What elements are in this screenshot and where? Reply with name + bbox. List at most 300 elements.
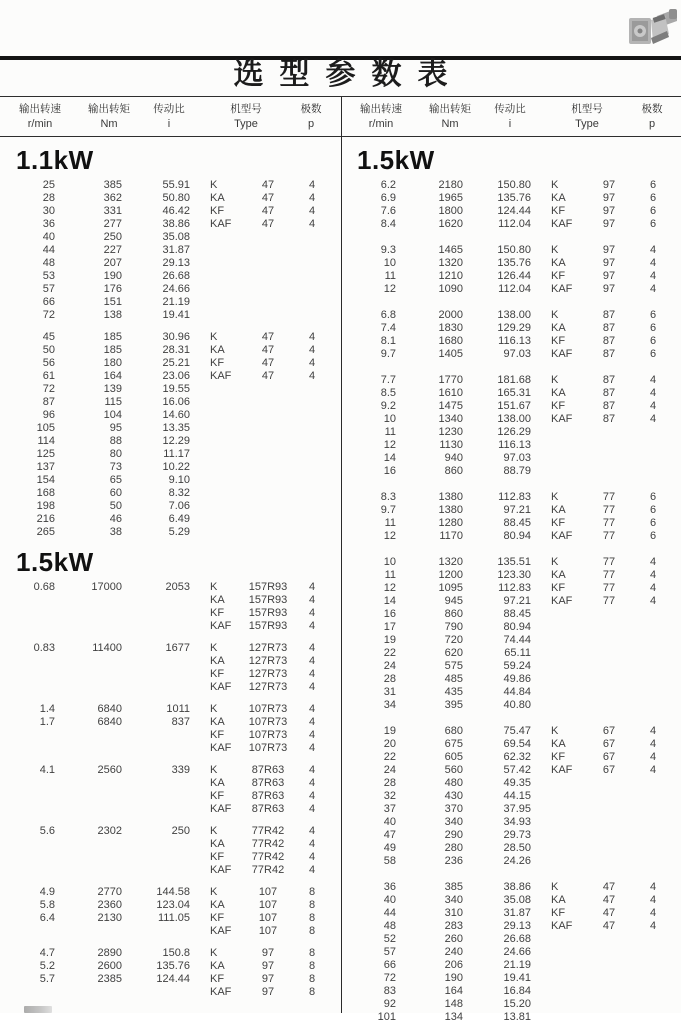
type-prefix-cell: KA [210,655,225,667]
table-row [0,270,341,283]
type-model-cell: 107R73 [248,703,288,715]
speed-cell: 17 [383,621,396,633]
table-row [341,1011,681,1024]
torque-cell: 50 [109,500,122,512]
ratio-cell [122,607,190,620]
ratio-cell: 40.80 [503,699,531,711]
torque-cell: 1090 [438,283,463,295]
ratio-cell: 31.87 [162,244,190,256]
poles-cell: 4 [649,920,657,932]
speed-cell [0,838,55,851]
column-header-unit: Type [234,118,258,130]
column-header [341,102,421,136]
type-prefix-cell: KAF [551,764,573,776]
poles-cell: 6 [649,322,657,334]
speed-cell: 216 [36,513,55,525]
ratio-cell: 150.80 [497,179,531,191]
table-row [0,947,341,960]
speed-cell: 1.4 [39,703,55,715]
torque-cell [55,851,122,864]
speed-cell: 22 [383,647,396,659]
torque-cell: 185 [103,344,122,356]
speed-cell: 40 [42,231,55,243]
speed-cell: 47 [383,829,396,841]
ratio-cell: 19.55 [162,383,190,395]
torque-cell: 310 [444,907,463,919]
type-model-cell [585,465,633,478]
type-model-cell: 107 [258,886,278,898]
torque-cell: 176 [103,283,122,295]
type-prefix-cell [551,699,585,712]
poles-cell: 4 [649,595,657,607]
type-prefix-cell: KAF [551,218,573,230]
torque-cell: 680 [444,725,463,737]
poles-cell [633,699,673,712]
type-model-cell: 77R42 [251,838,285,850]
column-header-label: 输出转速 [19,103,61,115]
speed-cell: 52 [383,933,396,945]
table-row [341,218,681,231]
poles-cell [633,855,673,868]
poles-cell [633,946,673,959]
ratio-cell: 124.44 [156,973,190,985]
speed-cell: 36 [383,881,396,893]
speed-cell [0,620,55,633]
type-prefix-cell: K [210,947,218,959]
table-row [341,179,681,192]
type-model-cell: 77 [602,569,616,581]
type-prefix-cell [551,790,585,803]
column-header [292,102,330,136]
ratio-cell: 80.94 [503,621,531,633]
poles-cell: 4 [308,370,316,382]
type-model-cell: 77 [602,582,616,594]
type-model-cell: 47 [602,881,616,893]
type-model-cell [585,959,633,972]
column-header-unit: r/min [368,118,394,130]
poles-cell: 4 [308,655,316,667]
type-prefix-cell: KA [551,257,566,269]
torque-cell: 240 [444,946,463,958]
table-row [0,594,341,607]
type-prefix-cell: K [210,581,218,593]
torque-cell: 370 [444,803,463,815]
type-model-cell [244,396,292,409]
type-prefix-cell: KA [551,322,566,334]
speed-cell: 6.8 [380,309,396,321]
torque-cell: 620 [444,647,463,659]
speed-cell: 4.1 [39,764,55,776]
type-prefix-cell [210,296,244,309]
torque-cell: 2180 [438,179,463,191]
poles-cell [633,972,673,985]
ratio-cell: 116.13 [498,335,531,347]
poles-cell: 4 [649,400,657,412]
poles-cell: 4 [308,344,316,356]
type-prefix-cell: KA [551,192,566,204]
type-model-cell [585,647,633,660]
type-prefix-cell: KAF [551,413,573,425]
ratio-cell: 129.29 [497,322,531,334]
speed-cell: 5.2 [39,960,55,972]
table-row [341,374,681,387]
poles-cell: 6 [649,504,657,516]
speed-cell: 12 [383,530,396,542]
table-row [0,474,341,487]
left-table-column [0,137,341,1013]
type-prefix-cell: KF [210,912,225,924]
torque-cell: 290 [444,829,463,841]
speed-cell: 44 [383,907,396,919]
speed-cell: 198 [36,500,55,512]
data-block [341,179,681,231]
power-section-title: 1.5kW [16,547,94,577]
type-model-cell: 87 [602,374,616,386]
speed-cell: 14 [383,452,396,464]
speed-cell: 56 [42,357,55,369]
ratio-cell: 97.03 [503,452,531,464]
speed-cell: 25 [42,179,55,191]
table-row [341,413,681,426]
ratio-cell: 34.93 [503,816,531,828]
type-prefix-cell: KA [210,344,225,356]
speed-cell: 66 [383,959,396,971]
type-prefix-cell: K [210,642,218,654]
torque-cell: 1280 [438,517,463,529]
ratio-cell [122,803,190,816]
type-model-cell: 87 [602,322,616,334]
type-model-cell [585,946,633,959]
torque-cell: 1320 [438,556,463,568]
table-row [0,205,341,218]
speed-cell: 8.3 [380,491,396,503]
torque-cell: 151 [103,296,122,308]
type-prefix-cell: K [551,309,559,321]
poles-cell: 4 [308,205,316,217]
type-prefix-cell: KF [210,790,225,802]
speed-cell: 28 [383,673,396,685]
ratio-cell: 28.50 [503,842,531,854]
torque-cell: 280 [444,842,463,854]
torque-cell [55,668,122,681]
type-model-cell: 77R42 [251,851,285,863]
torque-cell: 1130 [439,439,463,451]
type-model-cell: 107R73 [248,716,288,728]
table-row [341,348,681,361]
torque-cell: 2385 [97,973,122,985]
type-model-cell [244,422,292,435]
ratio-cell: 88.79 [503,465,531,477]
type-prefix-cell: KF [210,357,225,369]
torque-cell [55,803,122,816]
poles-cell: 4 [308,825,316,837]
ratio-cell: 250 [171,825,190,837]
type-model-cell [585,803,633,816]
type-model-cell [244,244,292,257]
ratio-cell: 29.13 [162,257,190,269]
type-model-cell [585,998,633,1011]
table-row [341,491,681,504]
type-prefix-cell [551,426,585,439]
ratio-cell: 29.73 [503,829,531,841]
type-prefix-cell: KF [551,517,566,529]
type-model-cell [585,777,633,790]
type-model-cell: 127R73 [248,681,288,693]
column-header [633,102,671,136]
speed-cell: 37 [383,803,396,815]
poles-cell: 4 [649,283,657,295]
ratio-cell: 74.44 [503,634,531,646]
type-prefix-cell: K [551,491,559,503]
ratio-cell: 116.13 [498,439,531,451]
type-prefix-cell [551,998,585,1011]
type-model-cell: 87R63 [251,764,285,776]
speed-cell: 61 [42,370,55,382]
torque-cell [55,925,122,938]
table-row [341,855,681,868]
speed-cell: 92 [383,998,396,1010]
speed-cell: 48 [42,257,55,269]
type-prefix-cell [210,513,244,526]
speed-cell: 53 [42,270,55,282]
ratio-cell [122,864,190,877]
type-prefix-cell [551,647,585,660]
speed-cell: 6.4 [39,912,55,924]
table-row [341,725,681,738]
torque-cell: 2600 [97,960,122,972]
speed-cell: 137 [36,461,55,473]
gearmotor-photo [623,4,679,52]
ratio-cell: 12.29 [162,435,190,447]
type-model-cell [244,231,292,244]
ratio-cell: 97.21 [503,595,531,607]
poles-cell [633,621,673,634]
table-row [0,448,341,461]
speed-cell: 101 [377,1011,396,1023]
table-row [341,660,681,673]
column-header [541,102,633,136]
ratio-cell [122,668,190,681]
torque-cell: 480 [444,777,463,789]
poles-cell [633,829,673,842]
table-row [341,829,681,842]
table-row [0,729,341,742]
torque-cell: 185 [103,331,122,343]
ratio-cell: 135.76 [497,192,531,204]
type-model-cell: 157R93 [248,620,288,632]
column-header-label: 输出转矩 [429,103,471,115]
torque-cell: 115 [104,396,122,408]
table-row [341,751,681,764]
type-model-cell: 127R73 [248,668,288,680]
ratio-cell: 181.68 [497,374,531,386]
speed-cell [0,790,55,803]
table-row [341,647,681,660]
ratio-cell: 35.08 [162,231,190,243]
type-prefix-cell: KA [551,569,566,581]
table-row [0,581,341,594]
poles-cell: 6 [649,309,657,321]
type-prefix-cell: K [210,764,218,776]
type-model-cell [585,621,633,634]
power-section-title: 1.5kW [357,145,435,175]
type-model-cell [244,487,292,500]
torque-cell: 6840 [97,716,122,728]
poles-cell [633,686,673,699]
torque-cell [55,864,122,877]
poles-cell [633,803,673,816]
poles-cell: 4 [649,387,657,399]
torque-cell: 190 [103,270,122,282]
torque-cell: 1230 [438,426,463,438]
right-table-column [341,137,681,1023]
type-model-cell [585,439,633,452]
torque-cell: 605 [444,751,463,763]
poles-cell [633,673,673,686]
table-row [0,396,341,409]
poles-cell [633,634,673,647]
speed-cell: 36 [42,218,55,230]
table-row [0,925,341,938]
poles-cell: 4 [308,357,316,369]
type-model-cell: 157R93 [248,594,288,606]
table-row [0,803,341,816]
poles-cell: 6 [649,218,657,230]
poles-cell [633,959,673,972]
poles-cell [633,998,673,1011]
torque-cell: 164 [103,370,122,382]
poles-cell: 4 [308,864,316,876]
table-row [341,530,681,543]
type-model-cell: 87R63 [251,803,285,815]
type-model-cell: 47 [261,370,275,382]
type-model-cell [585,985,633,998]
speed-cell: 11 [384,569,396,581]
torque-cell [55,729,122,742]
column-header-unit: r/min [27,118,53,130]
type-prefix-cell [551,660,585,673]
type-prefix-cell: K [551,881,559,893]
type-model-cell: 97 [602,205,616,217]
type-prefix-cell: KA [210,594,225,606]
ratio-cell: 30.96 [162,331,190,343]
torque-cell: 1200 [438,569,463,581]
ratio-cell: 13.81 [503,1011,531,1023]
torque-cell: 385 [444,881,463,893]
type-model-cell: 67 [602,764,616,776]
poles-cell: 4 [649,764,657,776]
speed-cell: 83 [383,985,396,997]
type-model-cell [244,435,292,448]
table-row [0,500,341,513]
type-prefix-cell: K [551,556,559,568]
ratio-cell: 13.35 [162,422,190,434]
type-model-cell: 67 [602,751,616,763]
torque-cell [55,742,122,755]
poles-cell [292,526,332,539]
torque-cell: 2360 [97,899,122,911]
data-block [0,331,341,539]
table-row [0,218,341,231]
torque-cell: 2770 [97,886,122,898]
type-prefix-cell [551,946,585,959]
table-row [341,946,681,959]
torque-cell: 190 [444,972,463,984]
ratio-cell: 6.49 [168,513,190,525]
poles-cell: 6 [649,530,657,542]
speed-cell: 14 [383,595,396,607]
speed-cell: 6.2 [380,179,396,191]
torque-cell [55,607,122,620]
type-prefix-cell: KF [551,582,566,594]
table-row [0,681,341,694]
ratio-cell: 339 [171,764,190,776]
type-model-cell: 47 [602,894,616,906]
speed-cell: 50 [42,344,55,356]
type-model-cell: 77 [602,517,616,529]
poles-cell [292,435,332,448]
type-model-cell: 97 [602,270,616,282]
type-prefix-cell: KF [551,751,566,763]
speed-cell: 72 [42,309,55,321]
type-model-cell: 107 [258,925,278,937]
type-prefix-cell [210,448,244,461]
table-row [0,383,341,396]
poles-cell: 4 [308,594,316,606]
speed-cell: 12 [383,283,396,295]
type-model-cell: 47 [602,920,616,932]
type-prefix-cell [210,257,244,270]
type-model-cell: 77R42 [251,825,285,837]
speed-cell: 10 [383,556,396,568]
ratio-cell: 24.26 [503,855,531,867]
speed-cell [0,655,55,668]
poles-cell: 4 [308,777,316,789]
speed-cell [0,851,55,864]
table-row [341,309,681,322]
type-prefix-cell: KF [210,205,225,217]
ratio-cell [122,594,190,607]
torque-cell: 1800 [438,205,463,217]
poles-cell: 4 [308,581,316,593]
poles-cell: 4 [308,668,316,680]
ratio-cell [122,925,190,938]
poles-cell: 4 [649,257,657,269]
ratio-cell [122,790,190,803]
table-row [341,894,681,907]
poles-cell: 4 [308,803,316,815]
speed-cell: 4.7 [39,947,55,959]
torque-cell: 73 [109,461,122,473]
table-row [341,556,681,569]
torque-cell: 2302 [97,825,122,837]
table-row [341,244,681,257]
type-prefix-cell [551,1011,585,1024]
table-row [0,179,341,192]
type-prefix-cell: KA [210,192,225,204]
torque-cell: 250 [103,231,122,243]
type-prefix-cell [551,673,585,686]
data-block [0,581,341,633]
torque-cell: 277 [103,218,122,230]
type-prefix-cell [551,855,585,868]
type-model-cell: 127R73 [248,642,288,654]
type-model-cell: 97 [261,986,275,998]
table-row [0,257,341,270]
poles-cell: 4 [308,179,316,191]
type-prefix-cell: K [551,179,559,191]
torque-cell [55,655,122,668]
